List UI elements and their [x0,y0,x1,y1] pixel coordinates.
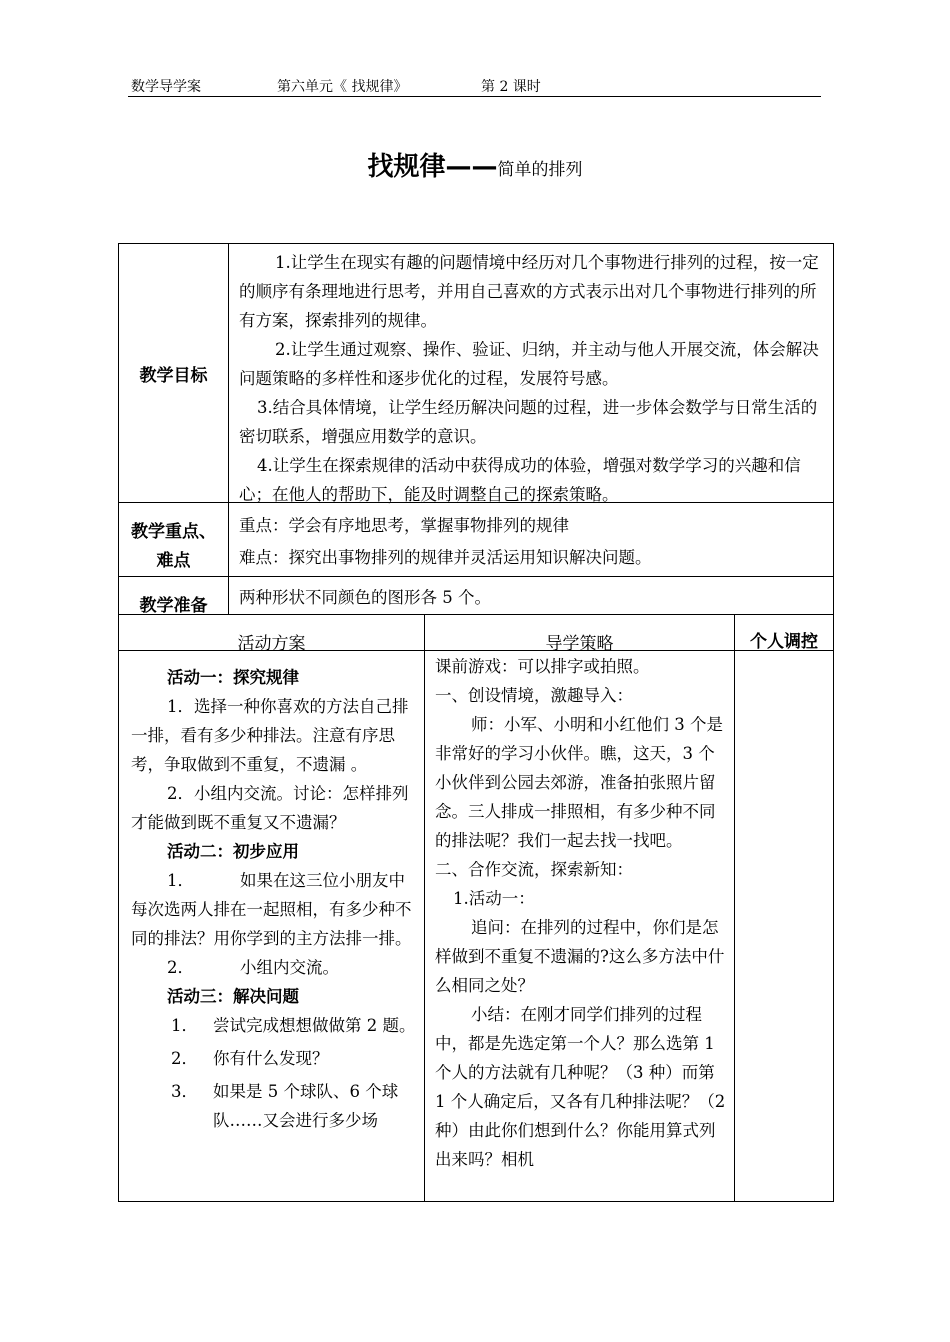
strategy-activity-1: 1.活动一： [453,889,535,908]
activity-3-item: 1． 尝试完成想想做做第 2 题。 [171,1016,416,1035]
prep-label: 教学准备 [139,596,208,616]
activity-1-step-2: 2．小组内交流。讨论：怎样排列才能做到既不重复又不遗漏？ [131,784,409,832]
personal-cell [734,650,834,1202]
activity-cell [118,650,425,1202]
col-header-strategy: 导学策略 [424,614,735,651]
goal-4: 4.让学生在探索规律的活动中获得成功的体验，增强对数学学习的兴趣和信心；在他人的帮助下，能及时调整自己的探索策略。 [239,456,801,504]
activity-2-title: 活动二：初步应用 [167,842,299,861]
goals-label-cell [118,243,229,503]
focus-key: 重点：学会有序地思考，掌握事物排列的规律 [239,516,569,535]
strategy-section-1: 一、创设情境，激趣导入： [435,686,633,705]
strategy-cell [424,650,735,1202]
prep-content-cell [228,576,834,615]
title-main: 找规律—— [367,152,498,182]
goals-content-cell [228,243,834,503]
activity-1-step-1: 1．选择一种你喜欢的方法自己排一排，看有多少种排法。注意有序思考，争取做到不重复，不遗漏 。 [131,697,409,774]
strategy-question: 追问：在排列的过程中，你们是怎样做到不重复不遗漏的?这么多方法中什么相同之处？ [435,918,725,995]
header-unit: 第六单元《 找规律》 [277,79,408,95]
focus-difficulty: 难点：探究出事物排列的规律并灵活运用知识解决问题。 [239,548,652,567]
activity-2-step-1: 1． 如果在这三位小朋友中每次选两人排在一起照相，有多少种不同的排法？用你学到的主方法排一排。 [131,871,412,948]
focus-label-cell [118,502,229,577]
col-header-activity: 活动方案 [118,614,425,651]
prep-label-cell [118,576,229,615]
col-header-personal: 个人调控 [734,614,834,651]
page-title [0,146,950,183]
activity-3-title: 活动三：解决问题 [167,987,299,1006]
prep-text: 两种形状不同颜色的图形各 5 个。 [239,588,491,607]
activity-3-item: 3． 如果是 5 个球队、6 个球队……又会进行多少场 [171,1082,399,1130]
strategy-pregame: 课前游戏：可以排字或拍照。 [435,657,650,676]
activity-2-step-2: 2． 小组内交流。 [167,958,339,977]
strategy-section-2: 二、合作交流，探索新知： [435,860,633,879]
activity-3-item: 2． 你有什么发现？ [171,1049,329,1068]
focus-content-cell [228,502,834,577]
goals-label: 教学目标 [139,365,208,386]
header-doc-type: 数学导学案 [131,79,201,95]
strategy-intro: 师：小军、小明和小红他们 3 个是非常好的学习小伙伴。瞧，这天，3 个小伙伴到公园去郊游，准备拍张照片留念。三人排成一排照相，有多少种不同的排法呢？我们一起去找一找吧。 [435,715,723,850]
goal-3: 3.结合具体情境，让学生经历解决问题的过程，进一步体会数学与日常生活的密切联系，增强应用数学的意识。 [239,398,818,446]
focus-label-2: 难点 [156,551,191,571]
strategy-summary: 小结：在刚才同学们排列的过程中，都是先选定第一个人？那么选第 1 个人的方法就有几种呢？（3 种）而第 1 个人确定后，又各有几种排法呢？（2 种）由此你们想到什么？你能用算式列出来吗？相机 [435,1005,726,1169]
header-lesson: 第 2 课时 [481,79,541,95]
goal-2: 2.让学生通过观察、操作、验证、归纳，并主动与他人开展交流，体会解决问题策略的多样性和逐步优化的过程，发展符号感。 [239,340,819,388]
goal-1: 1.让学生在现实有趣的问题情境中经历对几个事物进行排列的过程，按一定的顺序有条理地进行思考，并用自己喜欢的方式表示出对几个事物进行排列的所有方案，探索排列的规律。 [239,253,819,330]
header-rule [128,96,821,97]
activity-1-title: 活动一：探究规律 [167,668,299,687]
title-sub: 简单的排列 [497,160,583,180]
focus-label-1: 教学重点、 [131,522,216,542]
